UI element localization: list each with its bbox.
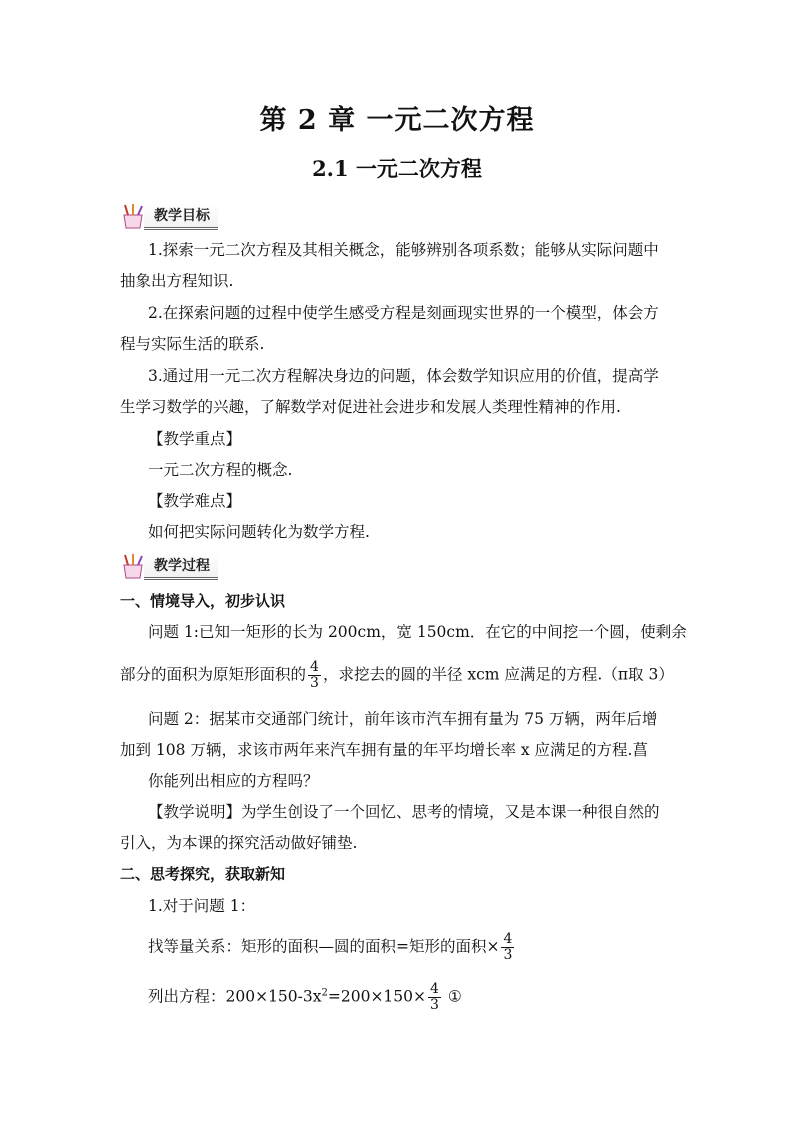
problem-2-line-2: 加到 108 万辆，求该市两年来汽车拥有量的年平均增长率 x 应满足的方程.菖 [120,741,648,759]
fraction-numerator: 4 [503,931,513,947]
fraction-numerator: 4 [430,981,439,997]
teaching-note-line-1: 【教学说明】为学生创设了一个回忆、思考的情境，又是本课一种很自然的 [148,803,660,821]
fraction-four-thirds [501,932,514,963]
goal-1-line-2: 抽象出方程知识. [120,272,234,290]
goal-1-line-1: 1.探索一元二次方程及其相关概念，能够辨别各项系数；能够从实际问题中 [148,241,659,259]
badge-label: 教学目标 [144,203,218,230]
part-2-heading: 二、思考探究，获取新知 [120,865,286,883]
problem-2-line-1: 问题 2：据某市交通部门统计，前年该市汽车拥有量为 75 万辆，两年后增 [148,710,658,728]
fraction-four-thirds [308,660,321,691]
fraction-denominator: 3 [310,675,319,691]
fraction-four-thirds [428,982,441,1013]
problem-1-text-pre: 部分的面积为原矩形面积的 [120,665,307,684]
equation-right: =200×150× [327,987,427,1006]
fraction-numerator: 4 [310,659,319,675]
part-2-item-1: 1.对于问题 1： [148,897,256,915]
equation-line [148,982,462,1013]
part-1-heading: 一、情境导入，初步认识 [120,592,286,610]
section-badge-process [118,553,218,579]
problem-1-text-post: ，求挖去的圆的半径 xcm 应满足的方程.（π取 3） [322,665,674,684]
problem-question: 你能列出相应的方程吗？ [148,772,319,790]
pencil-cup-icon [118,203,148,229]
equation-number: ① [447,987,462,1006]
fraction-denominator: 3 [503,947,513,963]
goal-3-line-1: 3.通过用一元二次方程解决身边的问题，体会数学知识应用的价值，提高学 [148,367,659,385]
problem-1-line-1: 问题 1:已知一矩形的长为 200cm，宽 150cm．在它的中间挖一个圆，使剩余 [148,623,687,641]
section-badge-goals [118,203,218,229]
goal-3-line-2: 生学习数学的兴趣，了解数学对促进社会进步和发展人类理性精神的作用. [120,398,621,416]
badge-label: 教学过程 [144,553,218,580]
key-point-text: 一元二次方程的概念. [148,461,293,479]
key-point-heading: 【教学重点】 [148,430,242,448]
difficulty-text: 如何把实际问题转化为数学方程. [148,523,370,541]
section-title: 2.1 一元二次方程 [312,156,482,181]
equation-left: 列出方程：200×150-3x [148,987,322,1006]
goal-2-line-1: 2.在探索问题的过程中使学生感受方程是刻画现实世界的一个模型，体会方 [148,304,659,322]
equal-relation-text: 找等量关系：矩形的面积—圆的面积=矩形的面积× [148,937,500,956]
chapter-title: 第 2 章 一元二次方程 [259,105,535,136]
pencil-cup-icon [118,553,148,579]
teaching-note-line-2: 引入，为本课的探究活动做好铺垫. [120,834,358,852]
equal-relation-line [148,932,516,963]
fraction-denominator: 3 [430,997,439,1013]
goal-2-line-2: 程与实际生活的联系. [120,335,265,353]
difficulty-heading: 【教学难点】 [148,492,242,510]
problem-1-line-2 [120,660,674,691]
equation-exponent: 2 [321,987,328,999]
